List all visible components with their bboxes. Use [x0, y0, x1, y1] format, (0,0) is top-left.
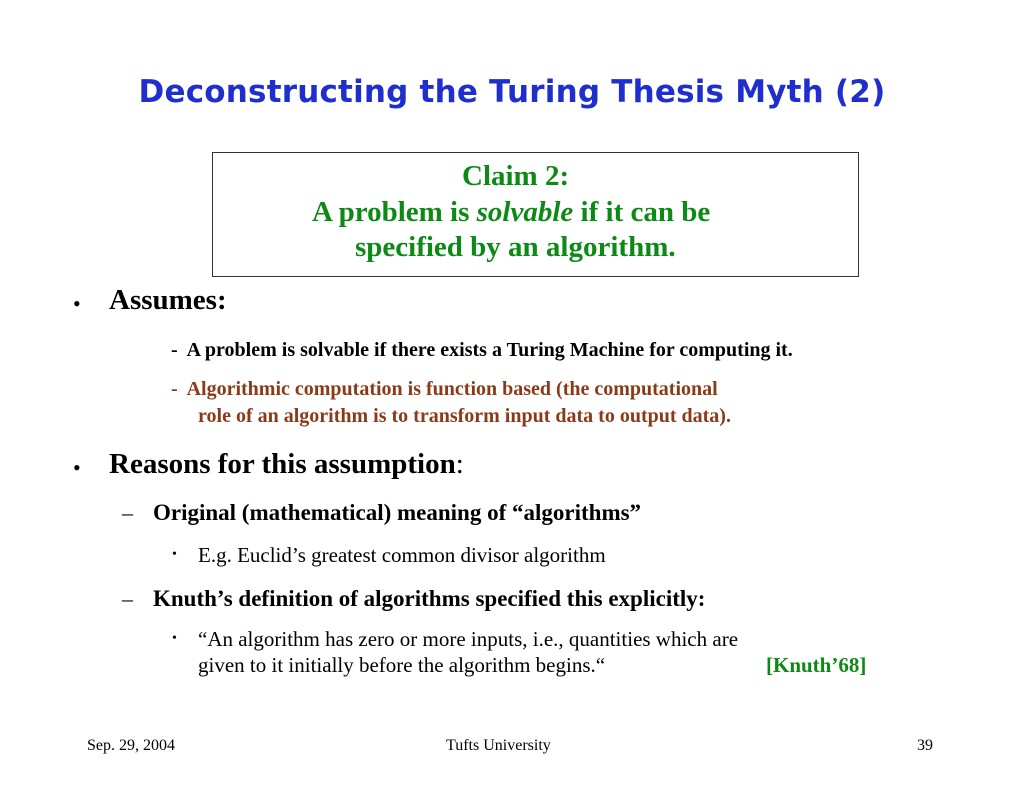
- dash-sub-1: –: [122, 500, 133, 525]
- citation: [Knuth’68]: [766, 653, 867, 677]
- reasons-sub-1: Original (mathematical) meaning of “algorithms”: [153, 500, 642, 525]
- reasons-sub-2-item-line-1: “An algorithm has zero or more inputs, i.e., quantities which are: [198, 627, 739, 651]
- reasons-sub-2-item-line-2: given to it initially before the algorithm begins.“: [198, 653, 606, 677]
- slide-title: Deconstructing the Turing Thesis Myth (2): [138, 74, 886, 110]
- footer-page-number: 39: [917, 737, 933, 754]
- claim-heading: Claim 2:: [462, 160, 570, 192]
- assumes-label: Assumes:: [109, 284, 227, 316]
- footer-date: Sep. 29, 2004: [87, 737, 175, 754]
- assumes-item-1: [171, 339, 793, 362]
- dash-sub-2: –: [122, 586, 133, 611]
- claim-line-2: [312, 196, 710, 229]
- bullet-sub-2-item: •: [172, 631, 177, 646]
- reasons-sub-1-item: E.g. Euclid’s greatest common divisor algorithm: [198, 543, 606, 567]
- bullet-assumes: •: [73, 291, 81, 316]
- assumes-item-1-dash: -: [171, 339, 178, 361]
- claim-line-2-suffix: if it can be: [573, 196, 711, 228]
- assumes-item-2-line-2: role of an algorithm is to transform input data to output data).: [198, 405, 731, 427]
- claim-line-2-prefix: A problem is: [312, 196, 477, 228]
- claim-emphasis: solvable: [476, 196, 574, 228]
- bullet-reasons: •: [73, 455, 81, 480]
- footer-institution: Tufts University: [446, 737, 551, 754]
- assumes-item-1-text: A problem is solvable if there exists a Turing Machine for computing it.: [186, 339, 793, 361]
- claim-line-3: specified by an algorithm.: [355, 231, 676, 263]
- assumes-item-2-text: Algorithmic computation is function based (the computational: [186, 378, 718, 400]
- reasons-label-text: Reasons for this assumption: [109, 448, 456, 480]
- reasons-label-colon: :: [455, 448, 464, 480]
- assumes-item-2-line-1: [171, 378, 718, 401]
- assumes-item-2-dash: -: [171, 378, 178, 400]
- reasons-label: [109, 448, 464, 481]
- bullet-sub-1-item: •: [172, 547, 177, 562]
- reasons-sub-2: Knuth’s definition of algorithms specified this explicitly:: [153, 586, 706, 611]
